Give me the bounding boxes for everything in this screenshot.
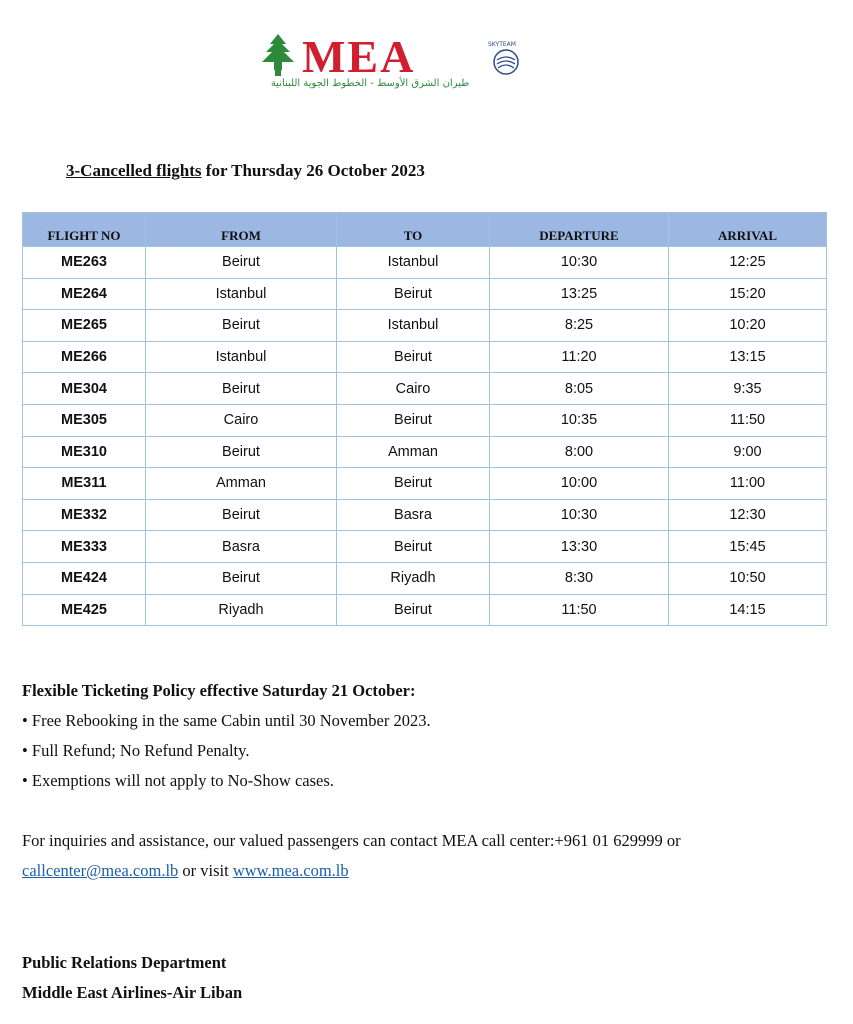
logo-text: MEA xyxy=(302,31,416,82)
flight-no-cell: ME305 xyxy=(23,404,146,436)
departure-cell: 10:30 xyxy=(490,247,669,279)
mea-logo xyxy=(250,28,540,98)
svg-text:SKYTEAM: SKYTEAM xyxy=(488,41,516,48)
to-cell: Beirut xyxy=(337,404,490,436)
policy-item: • Full Refund; No Refund Penalty. xyxy=(22,741,250,760)
title-underlined: 3-Cancelled flights xyxy=(66,161,202,180)
flight-no-cell: ME264 xyxy=(23,278,146,310)
cancelled-flights-table xyxy=(22,212,827,626)
to-cell: Beirut xyxy=(337,468,490,500)
departure-cell: 11:50 xyxy=(490,594,669,626)
departure-cell: 13:30 xyxy=(490,531,669,563)
header-flight-no: FLIGHT NO xyxy=(23,213,146,247)
to-cell: Cairo xyxy=(337,373,490,405)
table-row xyxy=(23,594,827,626)
flight-no-cell: ME263 xyxy=(23,247,146,279)
from-cell: Cairo xyxy=(146,404,337,436)
signature xyxy=(22,948,242,1008)
flight-no-cell: ME333 xyxy=(23,531,146,563)
website-link[interactable]: www.mea.com.lb xyxy=(232,861,349,880)
table-row xyxy=(23,373,827,405)
arrival-cell: 11:00 xyxy=(669,468,827,500)
arrival-cell: 12:30 xyxy=(669,499,827,531)
table-row xyxy=(23,499,827,531)
arrival-cell: 12:25 xyxy=(669,247,827,279)
header-to: TO xyxy=(337,213,490,247)
departure-cell: 11:20 xyxy=(490,341,669,373)
table-row xyxy=(23,278,827,310)
flight-no-cell: ME311 xyxy=(23,468,146,500)
departure-cell: 8:05 xyxy=(490,373,669,405)
policy-item: • Exemptions will not apply to No-Show cases. xyxy=(22,771,334,790)
contact-mid-text: or visit xyxy=(178,861,233,880)
signature-company: Middle East Airlines-Air Liban xyxy=(22,983,243,1002)
logo-arabic-text: طيران الشرق الأوسط - الخطوط الجوية اللبنانية xyxy=(270,78,470,89)
header-from: FROM xyxy=(146,213,337,247)
to-cell: Beirut xyxy=(337,341,490,373)
arrival-cell: 9:35 xyxy=(669,373,827,405)
callcenter-email-link[interactable]: callcenter@mea.com.lb xyxy=(22,861,179,880)
from-cell: Riyadh xyxy=(146,594,337,626)
table-row xyxy=(23,436,827,468)
header-departure: DEPARTURE xyxy=(490,213,669,247)
cedar-tree-icon xyxy=(256,32,300,82)
arrival-cell: 14:15 xyxy=(669,594,827,626)
from-cell: Beirut xyxy=(146,436,337,468)
departure-cell: 8:00 xyxy=(490,436,669,468)
departure-cell: 8:30 xyxy=(490,562,669,594)
title-rest: for Thursday 26 October 2023 xyxy=(201,161,425,180)
arrival-cell: 10:20 xyxy=(669,310,827,342)
flight-no-cell: ME425 xyxy=(23,594,146,626)
departure-cell: 13:25 xyxy=(490,278,669,310)
flight-no-cell: ME424 xyxy=(23,562,146,594)
signature-department: Public Relations Department xyxy=(22,953,227,972)
table-row xyxy=(23,562,827,594)
contact-info xyxy=(22,826,832,886)
flight-no-cell: ME266 xyxy=(23,341,146,373)
from-cell: Basra xyxy=(146,531,337,563)
arrival-cell: 10:50 xyxy=(669,562,827,594)
table-row xyxy=(23,341,827,373)
table-header-row xyxy=(23,213,827,247)
to-cell: Istanbul xyxy=(337,310,490,342)
from-cell: Beirut xyxy=(146,373,337,405)
table-row xyxy=(23,468,827,500)
page-title xyxy=(66,161,425,181)
from-cell: Beirut xyxy=(146,499,337,531)
departure-cell: 10:30 xyxy=(490,499,669,531)
from-cell: Amman xyxy=(146,468,337,500)
to-cell: Beirut xyxy=(337,278,490,310)
from-cell: Istanbul xyxy=(146,278,337,310)
policy-title: Flexible Ticketing Policy effective Saturday 21 October: xyxy=(22,681,416,700)
from-cell: Beirut xyxy=(146,562,337,594)
arrival-cell: 15:20 xyxy=(669,278,827,310)
to-cell: Beirut xyxy=(337,594,490,626)
to-cell: Amman xyxy=(337,436,490,468)
arrival-cell: 11:50 xyxy=(669,404,827,436)
flight-no-cell: ME304 xyxy=(23,373,146,405)
flight-no-cell: ME310 xyxy=(23,436,146,468)
departure-cell: 10:35 xyxy=(490,404,669,436)
arrival-cell: 13:15 xyxy=(669,341,827,373)
table-row xyxy=(23,531,827,563)
flight-no-cell: ME332 xyxy=(23,499,146,531)
arrival-cell: 15:45 xyxy=(669,531,827,563)
skyteam-icon xyxy=(484,36,528,80)
flight-no-cell: ME265 xyxy=(23,310,146,342)
from-cell: Beirut xyxy=(146,310,337,342)
ticketing-policy xyxy=(22,676,822,796)
to-cell: Basra xyxy=(337,499,490,531)
from-cell: Beirut xyxy=(146,247,337,279)
contact-text: For inquiries and assistance, our valued passengers can contact MEA call center:+961 01 629999 or xyxy=(22,831,681,850)
arrival-cell: 9:00 xyxy=(669,436,827,468)
header-arrival: ARRIVAL xyxy=(669,213,827,247)
table-row xyxy=(23,247,827,279)
departure-cell: 10:00 xyxy=(490,468,669,500)
departure-cell: 8:25 xyxy=(490,310,669,342)
to-cell: Riyadh xyxy=(337,562,490,594)
table-row xyxy=(23,310,827,342)
table-row xyxy=(23,404,827,436)
from-cell: Istanbul xyxy=(146,341,337,373)
policy-item: • Free Rebooking in the same Cabin until 30 November 2023. xyxy=(22,711,431,730)
to-cell: Istanbul xyxy=(337,247,490,279)
to-cell: Beirut xyxy=(337,531,490,563)
